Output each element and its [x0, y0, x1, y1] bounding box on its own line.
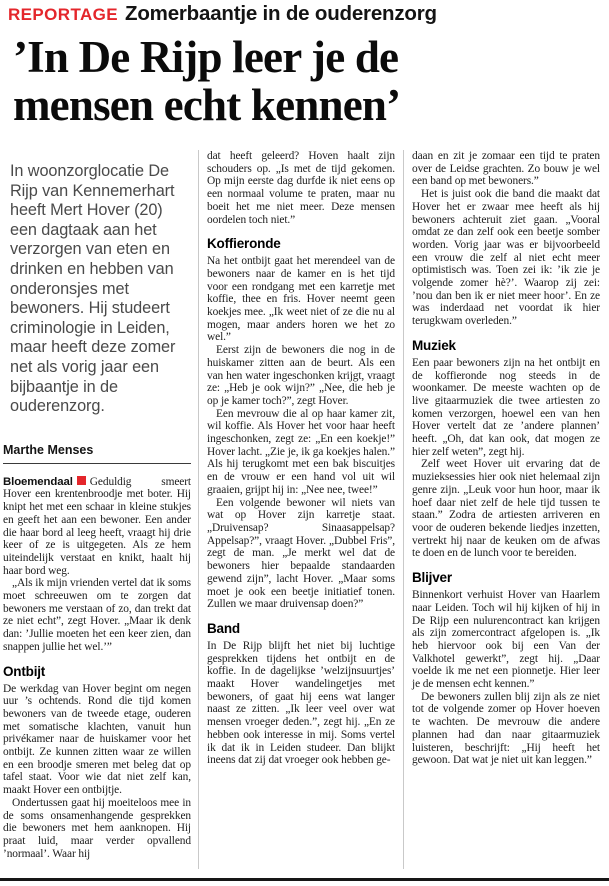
body-paragraph: Ondertussen gaat hij moeiteloos mee in de soms onsamenhangende gesprekken die bewoners met hem aanknopen. Hij praat luid, maar verder opvallend ’normaal’. Waar hij	[3, 796, 191, 860]
article-columns	[0, 150, 609, 869]
article-header	[0, 0, 609, 129]
headline	[8, 33, 609, 129]
section-heading-koffieronde: Koffieronde	[207, 236, 281, 252]
paragraph-text: Geduldig smeert Hover een krentenbroodje met boter. Hij knipt het met een schaar in kleine stukjes en geeft het aan een bewoner. Een ander die haar bord al leeg heeft, vraagt hij drie keer of ze is uitgegeten. Als ze hem uiteindelijk verstaat en knikt, haalt hij haar bord weg.	[3, 475, 191, 577]
body-paragraph: De werkdag van Hover begint om negen uur ’s ochtends. Rond die tijd komen bewoners van de tweede etage, ouderen met somatische klachten, vanuit hun privékamer naar de huiskamer voor het ontbijt. Ze kunnen zitten waar ze willen en een broodje smeren met beleg dat op tafel staat. Voor wie dat niet zelf kan, maakt Hover een ontbijtje.	[3, 682, 191, 797]
bottom-rule	[0, 878, 609, 881]
body-paragraph: daan en zit je zomaar een tijd te praten over de Leidse grachten. Zo bouw je wel een band op met bewoners.”	[412, 150, 600, 188]
body-paragraph: Eerst zijn de bewoners die nog in de huiskamer zitten aan de beurt. Als een van hen water ingeschonken krijgt, vraagt ze: „Heb je ook wijn?” „Nee, die heb je op je kamer toch?”, zegt Hover.	[207, 344, 395, 407]
kicker-title: Zomerbaantje in de ouderenzorg	[125, 2, 437, 25]
section-heading-blijver: Blijver	[412, 570, 452, 586]
body-paragraph: Binnenkort verhuist Hover van Haarlem naar Leiden. Toch wil hij kijken of hij in De Rijp een nulurencontract kan krijgen als zijn zomercontract afgelopen is. „Ik heb hiervoor ook bij een Van der Valkhotel gewerkt”, zegt hij. „Daar voelde ik me net een pionnetje. Hier leer je de mensen echt kennen.”	[412, 589, 600, 691]
body-paragraph: Het is juist ook die band die maakt dat Hover het er zwaar mee heeft als hij bewoners achteruit ziet gaan. „Vooral omdat ze dan zelf ook een beetje somber worden. Vorig jaar was er bijvoorbeeld een vrouw die zelf al niet echt meer optimistisch was. Toen zei ik: ’ik zie je volgende zomer hè?’. Waarop zij zei: ’nou dan ben ik er niet meer hoor’. En ze was inderdaad net voordat ik hier terugkwam overleden.”	[412, 188, 600, 328]
body-paragraph: „Als ik mijn vrienden vertel dat ik soms moet schreeuwen om te zorgen dat bewoners me verstaan of zo, dan trekt dat ze niet echt”, zegt Hover. „Maar ik denk dan: ’Jullie moeten het een keer zien, dan snappen jullie het wel.’”	[3, 577, 191, 653]
kicker	[8, 2, 609, 26]
headline-line-1: ’In De Rijp leer je de	[13, 32, 399, 82]
intro-paragraph: In woonzorglocatie De Rijp van Kennemerhart heeft Mert Hover (20) een dagtaak aan het verzorgen van eten en drinken en hebben van onderonsjes met bewoners. Hij studeert criminologie in Leiden, maar heeft deze zomer net als vorig jaar een bijbaantje in de ouderenzorg.	[10, 162, 176, 416]
body-paragraph: In De Rijp blijft het niet bij luchtige gesprekken tijdens het ontbijt en de koffie. In de dagelijkse ’welzijnsuurtjes’ maakt Hover wandelingetjes met bewoners, of gaat hij eens wat langer naast ze zitten. „Ik leer veel over wat mensen vroeger deden.”, zegt hij. „En ze hebben ook interesse in mij. Soms vertel ik dat ik in Leiden studeer. Dan blijkt ineens dat zij dat vroeger ook hebben ge-	[207, 639, 395, 767]
section-heading-ontbijt: Ontbijt	[3, 663, 46, 679]
body-paragraph: Een volgende bewoner wil niets van wat op Hover zijn karretje staat. „Druivensap? Sinaasappelsap? Appelsap?”, vraagt Hover. „Dubbel Fris”, zegt de man. „Je merkt wel dat de bewoners hier bepaalde standaarden gewend zijn”, lacht Hover. „Maar soms moet je ook een beetje initiatief tonen. Zullen we maar druivensap doen?”	[207, 496, 395, 611]
byline: Marthe Menses	[3, 443, 191, 464]
column-3-body	[412, 150, 600, 767]
column-1-body	[3, 476, 191, 861]
kicker-label: REPORTAGE	[8, 5, 119, 24]
column-2	[198, 150, 403, 869]
column-3	[403, 150, 609, 869]
body-paragraph: Zelf weet Hover uit ervaring dat de muzieksessies hier ook niet helemaal zijn genre zijn. „Leuk voor hun hoor, maar ik hoef daar niet zelf de hele tijd tussen te staan.” Zodra de artiesten arriveren en voor de ouderen bekende liedjes inzetten, vertrekt hij naar de keuken om de afwas te doen en de lunch voor te bereiden.	[412, 458, 600, 560]
red-square-marker	[77, 476, 86, 485]
column-2-body	[207, 150, 395, 767]
body-paragraph: Een paar bewoners zijn na het ontbijt en de koffieronde nog steeds in de woonkamer. De meeste wachten op de live gitaarmuziek die twee artiesten zo komen verzorgen, hoewel een van hen Hover vertelt dat ze ’andere plannen’ heeft. „Oh, dat kan ook, dat mogen ze hier zelf weten”, zegt hij.	[412, 356, 600, 458]
column-1	[0, 150, 198, 869]
section-heading-muziek: Muziek	[412, 337, 456, 353]
body-paragraph: Een mevrouw die al op haar kamer zit, wil koffie. Als Hover het voor haar heeft ingeschonken, zegt ze: „En een koekje!” Hover lacht. „Zie je, ik ga koekjes halen.” Als hij terugkomt met een bak biscuitjes en de vrouw er een hand vol uit wil graaien, grijpt hij in: „Nee nee, twee!”	[207, 407, 395, 496]
section-heading-band: Band	[207, 620, 240, 636]
body-paragraph: Na het ontbijt gaat het merendeel van de bewoners naar de kamer en is het tijd voor een rondgang met een karretje met koffie, thee en fris. Hover neemt geen koekjes mee. „Ik weet niet of ze die nu al mogen, maar anders horen we het zo wel.”	[207, 255, 395, 344]
body-paragraph	[3, 476, 191, 578]
dateline: Bloemendaal	[3, 475, 73, 488]
body-paragraph: dat heeft geleerd? Hoven haalt zijn schouders op. „Is met de tijd gekomen. Op mijn eerste dag durfde ik niet eens op een normaal volume te praten, maar nu boeit het me niet meer. Deze mensen oordelen toch niet.”	[207, 150, 395, 226]
body-paragraph: De bewoners zullen blij zijn als ze niet tot de volgende zomer op Hover hoeven te wachten. De mevrouw die andere plannen had dan naar gitaarmuziek luisteren, beschrijft: „Hij heeft het gewoon. Dat wat je niet uit kan leggen.”	[412, 690, 600, 767]
headline-line-2: mensen echt kennen’	[13, 80, 401, 130]
